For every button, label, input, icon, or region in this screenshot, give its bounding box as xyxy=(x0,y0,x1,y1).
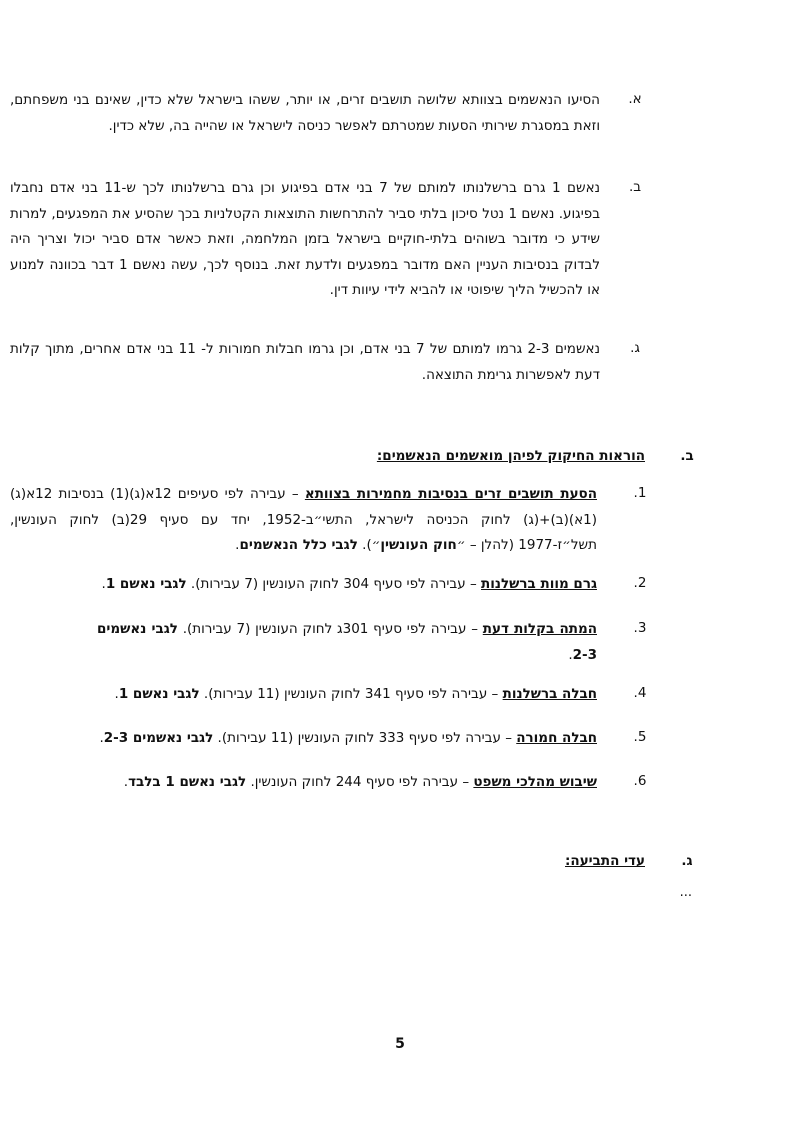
statute-item-1 xyxy=(0,482,800,557)
statute-item-applies-to: לגבי נאשמים 2-3 xyxy=(103,730,214,746)
intro-item-c xyxy=(0,337,800,392)
section-b-marker: ב. xyxy=(680,448,694,464)
statute-item-6 xyxy=(0,770,800,796)
statute-item-number: 3. xyxy=(633,620,647,636)
defined-term: חוק העונשין xyxy=(380,537,457,553)
statute-item-text: המתה בקלות דעת – עבירה לפי סעיף 301ג לחוק העונשין (7 עבירות). לגבי נאשמים 2-3. xyxy=(97,621,597,663)
intro-item-text: הסיעו הנאשמים בצוותא שלושה תושבים זרים, או יותר, ששהו בישראל שלא כדין, שאינם בני משפחתם, וזאת במסגרת שירותי הסעות שמטרתם לאפשר כניסה לישראל או שהייה בה, שלא כדין. xyxy=(10,92,600,134)
intro-item-a xyxy=(0,88,800,168)
statute-item-number: 1. xyxy=(633,485,647,501)
statute-item-title: המתה בקלות דעת xyxy=(482,621,597,637)
statute-item-text: חבלה ברשלנות – עבירה לפי סעיף 341 לחוק העונשין (11 עבירות). לגבי נאשם 1. xyxy=(114,686,597,702)
statute-item-2 xyxy=(0,572,800,598)
statute-item-applies-to: לגבי נאשם 1 xyxy=(118,686,200,702)
statute-item-applies-to: לגבי נאשם 1 xyxy=(105,576,187,592)
statute-item-text: שיבוש מהלכי משפט – עבירה לפי סעיף 244 לחוק העונשין. לגבי נאשם 1 בלבד. xyxy=(123,774,597,790)
statute-item-title: גרם מוות ברשלנות xyxy=(481,576,597,592)
section-c-header xyxy=(0,851,800,873)
statute-item-4 xyxy=(0,682,800,708)
statute-item-title: חבלה ברשלנות xyxy=(502,686,597,702)
intro-item-marker: ג. xyxy=(630,340,640,356)
statute-item-5 xyxy=(0,726,800,752)
section-c-heading: עדי התביעה: xyxy=(565,853,645,869)
intro-item-marker: ב. xyxy=(628,179,642,195)
statute-item-title: שיבוש מהלכי משפט xyxy=(473,774,597,790)
section-b-heading: הוראות החיקוק לפיהן מואשמים הנאשמים: xyxy=(376,448,645,464)
statute-item-text: חבלה חמורה – עבירה לפי סעיף 333 לחוק העונשין (11 עבירות). לגבי נאשמים 2-3. xyxy=(99,730,597,746)
statute-item-number: 4. xyxy=(633,685,647,701)
statute-item-text: הסעת תושבים זרים בנסיבות מחמירות בצוותא – עבירה לפי סעיפים 12א(ג)(1) בנסיבות 12א(ג)(1א)(ב)+(ג) לחוק הכניסה לישראל, התשי״ב-1952, יחד עם סעיף 29(ב) לחוק העונשין, תשל״ז-1977 (להלן – ״חוק העונשין״). לגבי כלל הנאשמים. xyxy=(10,486,598,553)
page-number: 5 xyxy=(395,1036,405,1052)
statute-item-title: חבלה חמורה xyxy=(516,730,597,746)
intro-item-text: נאשם 1 גרם ברשלנותו למותם של 7 בני אדם בפיגוע וכן גרם ברשלנותו לכך ש-11 בני אדם נחבלו בפיגוע. נאשם 1 נטל סיכון בלתי סביר להתרחשות התוצאות הקטלניות בכך שהסיע את המפגעים, למרות שידע כי מדובר בשוהים בלתי-חוקיים בישראל בזמן המלחמה, וזאת כאשר אדם סביר יכול וצריך היה לבדוק בנסיבות העניין האם מדובר במפגעים ולדעת זאת. בנוסף לכך, עשה נאשם 1 דבר בכוונה למנוע או להכשיל הליך שיפוטי או להביא לידי עיוות דין. xyxy=(10,180,600,298)
intro-item-marker: א. xyxy=(628,91,642,107)
statute-item-applies-to: לגבי כלל הנאשמים xyxy=(239,537,358,553)
intro-item-b xyxy=(0,176,800,326)
statute-item-number: 2. xyxy=(633,575,647,591)
statute-item-applies-to: לגבי נאשם 1 בלבד xyxy=(128,774,247,790)
section-c-content: ... xyxy=(679,885,692,900)
statute-item-number: 5. xyxy=(633,729,647,745)
intro-item-text: נאשמים 2-3 גרמו למותם של 7 בני אדם, וכן גרמו חבלות חמורות ל- 11 בני אדם אחרים, מתוך קלות דעת לאפשרות גרימת התוצאה. xyxy=(10,341,600,383)
statute-item-text: גרם מוות ברשלנות – עבירה לפי סעיף 304 לחוק העונשין (7 עבירות). לגבי נאשם 1. xyxy=(101,576,597,592)
statute-item-title: הסעת תושבים זרים בנסיבות מחמירות בצוותא xyxy=(304,486,598,502)
section-b-header xyxy=(0,446,800,468)
statute-item-3 xyxy=(0,617,800,667)
statute-item-applies-to: לגבי נאשמים 2-3 xyxy=(97,621,597,663)
section-c-marker: ג. xyxy=(681,853,693,869)
statute-item-number: 6. xyxy=(633,773,647,789)
